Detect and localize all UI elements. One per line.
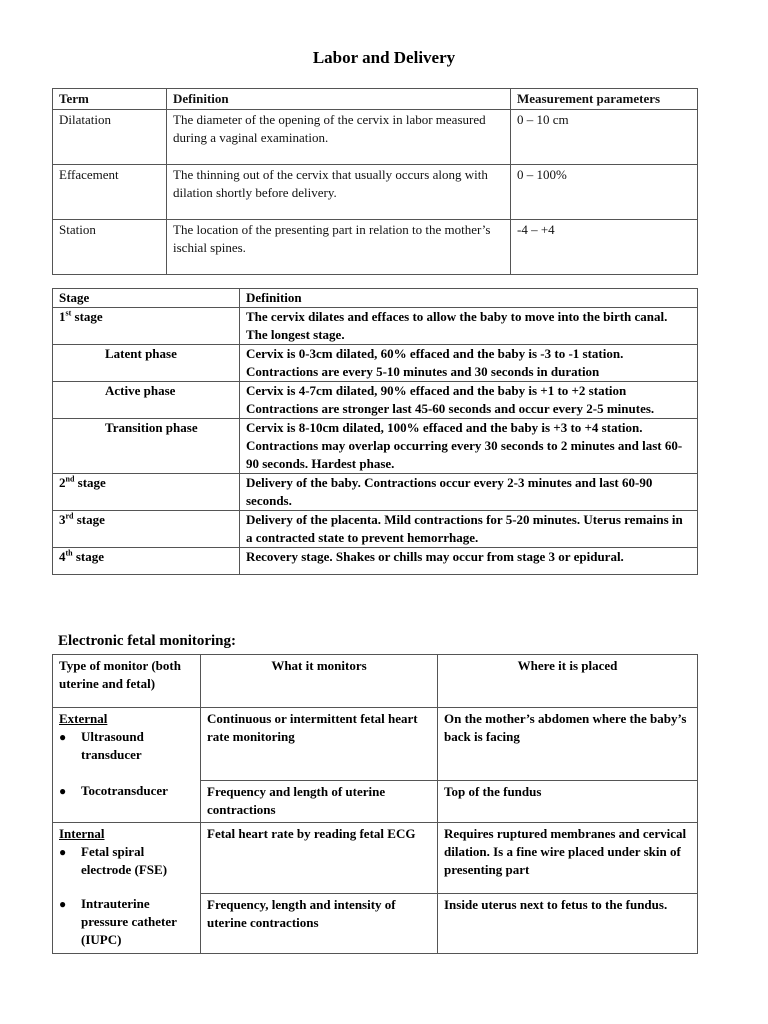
table-row <box>53 165 698 220</box>
measure-cell: 0 – 10 cm <box>511 110 698 165</box>
term-cell: Station <box>53 220 167 275</box>
list-item: ● Intrauterine pressure catheter (IUPC) <box>59 896 177 947</box>
bullet-icon: ● <box>59 845 67 859</box>
monitor-type-cell <box>53 893 201 954</box>
header-stage: Stage <box>53 289 240 308</box>
monitors-cell: Continuous or intermittent fetal heart rate monitoring <box>201 708 438 781</box>
table-header-row <box>53 289 698 308</box>
table-row <box>53 780 698 823</box>
placed-cell: Requires ruptured membranes and cervical dilation. Is a fine wire placed under skin of presenting part <box>438 823 698 894</box>
page-title: Labor and Delivery <box>312 48 456 67</box>
bullet-icon: ● <box>59 784 67 798</box>
term-cell: Dilatation <box>53 110 167 165</box>
header-measurement: Measurement parameters <box>511 89 698 110</box>
stage-definition: Cervix is 4-7cm dilated, 90% effaced and the baby is +1 to +2 station Contractions are stronger last 45-60 seconds and occur every 2-5 minutes. <box>240 382 698 419</box>
stage-label: 2nd stage <box>53 474 240 511</box>
monitors-cell: Fetal heart rate by reading fetal ECG <box>201 823 438 894</box>
table-row <box>53 474 698 511</box>
monitors-cell: Frequency and length of uterine contractions <box>201 780 438 823</box>
definition-cell: The location of the presenting part in relation to the mother’s ischial spines. <box>167 220 511 275</box>
list-item: ● Tocotransducer <box>59 783 168 798</box>
definition-cell: The diameter of the opening of the cervix in labor measured during a vaginal examination. <box>167 110 511 165</box>
placed-cell: Top of the fundus <box>438 780 698 823</box>
stage-definition: Cervix is 0-3cm dilated, 60% effaced and the baby is -3 to -1 station. Contractions are every 5-10 minutes and 30 seconds in duration <box>240 345 698 382</box>
terms-table <box>52 88 698 275</box>
monitor-type-cell <box>53 823 201 894</box>
placed-cell: Inside uterus next to fetus to the fundus. <box>438 893 698 954</box>
table-header-row <box>53 89 698 110</box>
stage-definition: Cervix is 8-10cm dilated, 100% effaced and the baby is +3 to +4 station. Contractions may overlap occurring every 30 seconds to 2 minutes and last 60-90 seconds. Hardest phase. <box>240 419 698 474</box>
stage-label: 1st stage <box>53 308 240 345</box>
table-row <box>53 511 698 548</box>
phase-label: Latent phase <box>53 345 240 382</box>
header-definition: Definition <box>240 289 698 308</box>
table-row <box>53 893 698 954</box>
group-label-external: External <box>59 711 108 726</box>
list-item: ● Fetal spiral electrode (FSE) <box>59 844 168 877</box>
group-label-internal: Internal <box>59 826 105 841</box>
stage-definition: Delivery of the placenta. Mild contractions for 5-20 minutes. Uterus remains in a contracted state to prevent hemorrhage. <box>240 511 698 548</box>
table-row <box>53 220 698 275</box>
table-row <box>53 823 698 894</box>
stage-definition: The cervix dilates and effaces to allow the baby to move into the birth canal. The longest stage. <box>240 308 698 345</box>
stage-label: 3rd stage <box>53 511 240 548</box>
table-row <box>53 419 698 474</box>
measure-cell: 0 – 100% <box>511 165 698 220</box>
bullet-icon: ● <box>59 730 67 744</box>
monitors-cell: Frequency, length and intensity of uterine contractions <box>201 893 438 954</box>
table-row <box>53 382 698 419</box>
table-row <box>53 548 698 575</box>
monitor-type-cell <box>53 780 201 823</box>
measure-cell: -4 – +4 <box>511 220 698 275</box>
header-definition: Definition <box>167 89 511 110</box>
definition-cell: The thinning out of the cervix that usually occurs along with dilation shortly before delivery. <box>167 165 511 220</box>
table-row <box>53 708 698 781</box>
header-monitors: What it monitors <box>201 655 438 708</box>
fetal-monitoring-table <box>52 654 698 954</box>
header-type: Type of monitor (both uterine and fetal) <box>53 655 201 708</box>
phase-label: Active phase <box>53 382 240 419</box>
table-row <box>53 308 698 345</box>
list-item: ● Ultrasound transducer <box>59 729 144 762</box>
stages-table <box>52 288 698 575</box>
table-row <box>53 345 698 382</box>
monitor-type-cell <box>53 708 201 781</box>
header-term: Term <box>53 89 167 110</box>
phase-label: Transition phase <box>53 419 240 474</box>
placed-cell: On the mother’s abdomen where the baby’s back is facing <box>438 708 698 781</box>
stage-label: 4th stage <box>53 548 240 575</box>
section-heading: Electronic fetal monitoring: <box>58 633 237 649</box>
stage-definition: Delivery of the baby. Contractions occur every 2-3 minutes and last 60-90 seconds. <box>240 474 698 511</box>
table-header-row <box>53 655 698 708</box>
table-row <box>53 110 698 165</box>
bullet-icon: ● <box>59 897 67 911</box>
stage-definition: Recovery stage. Shakes or chills may occur from stage 3 or epidural. <box>240 548 698 575</box>
term-cell: Effacement <box>53 165 167 220</box>
header-placed: Where it is placed <box>438 655 698 708</box>
